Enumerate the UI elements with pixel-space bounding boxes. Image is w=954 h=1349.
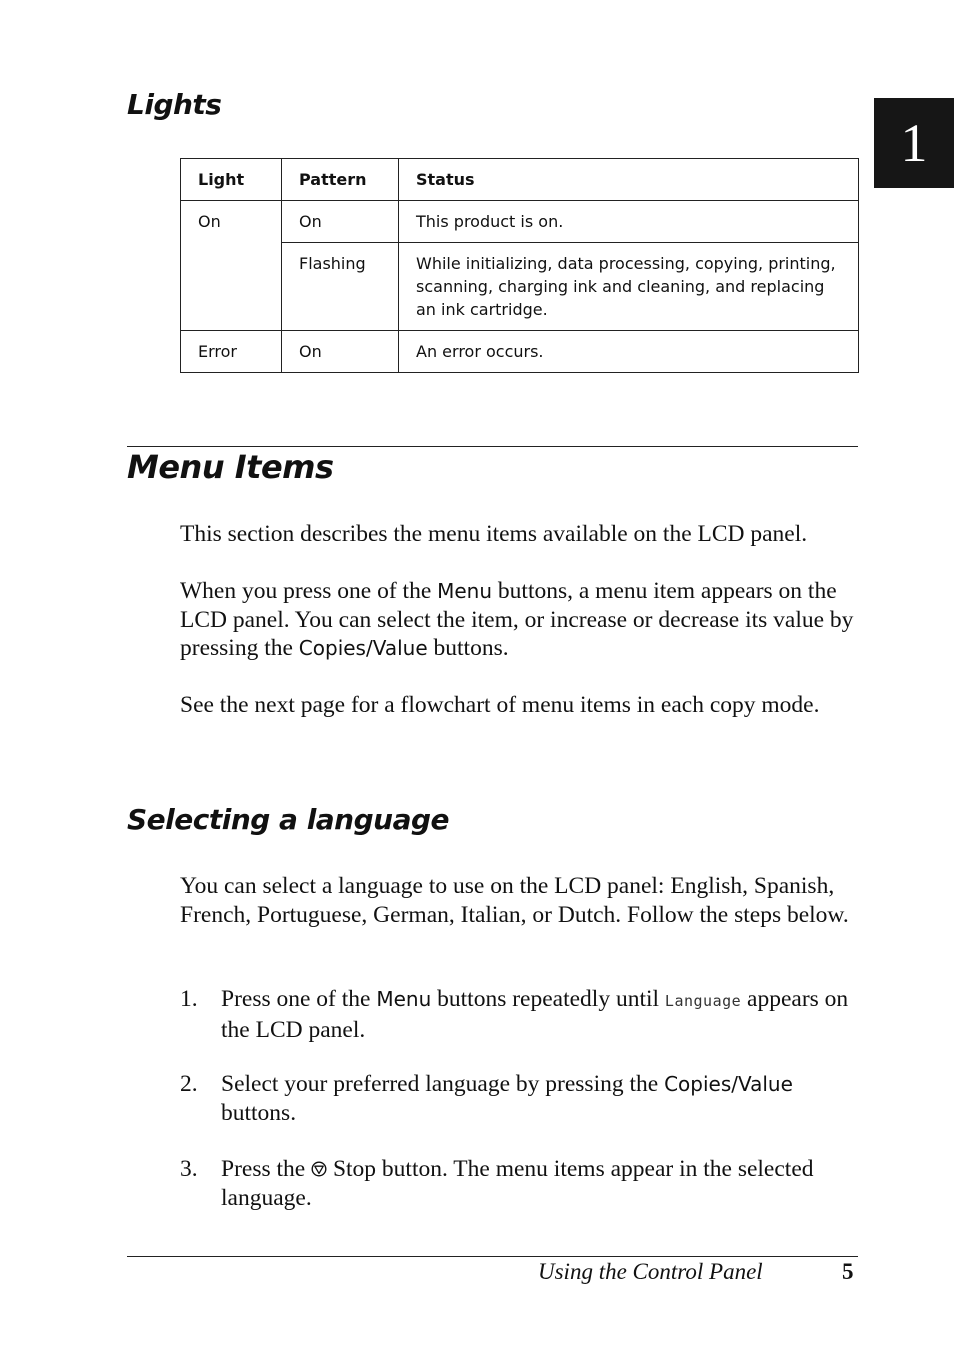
step-text — [221, 985, 861, 1044]
text-run: Press the — [221, 1156, 312, 1182]
table-cell-light: On — [181, 201, 282, 243]
copies-value-button-label: Copies/Value — [664, 1072, 793, 1096]
text-run: buttons, a menu item appears on the LCD panel. You can select the item, or increase or decrease its value by pressing the — [180, 578, 854, 661]
page-number: 5 — [842, 1259, 854, 1284]
text-run: appears on the LCD panel. — [221, 986, 849, 1043]
text-run: Stop button. The menu items appear in the selected language. — [221, 1156, 814, 1211]
table-header-status: Status — [399, 159, 859, 201]
step-number: 2. — [180, 1071, 198, 1097]
selecting-language-heading: Selecting a language — [127, 803, 450, 836]
text-run: Select your preferred language by pressing the — [221, 1071, 665, 1097]
table-header-pattern: Pattern — [282, 159, 399, 201]
table-cell-pattern: On — [282, 201, 399, 243]
menu-items-paragraph-3: See the next page for a flowchart of menu items in each copy mode. — [180, 692, 820, 718]
footer-divider — [127, 1256, 858, 1257]
copies-value-button-label: Copies/Value — [298, 636, 428, 660]
menu-button-label: Menu — [376, 987, 432, 1011]
selecting-language-intro: You can select a language to use on the LCD panel: English, Spanish, French, Portuguese, German, Italian, or Dutch. Follow the steps below. — [180, 873, 849, 928]
table-header-row — [181, 159, 859, 201]
text-run: When you press one of the — [180, 578, 438, 604]
step-number: 1. — [180, 986, 198, 1012]
table-cell-light: Error — [181, 331, 282, 373]
step-text — [221, 1155, 861, 1212]
lcd-text-language: Language — [664, 992, 742, 1010]
menu-items-paragraph-1: This section describes the menu items available on the LCD panel. — [180, 521, 808, 547]
table-row — [181, 331, 859, 373]
table-cell-status: An error occurs. — [399, 331, 859, 373]
chapter-tab: 1 — [874, 98, 954, 188]
table-cell-pattern: On — [282, 331, 399, 373]
menu-items-paragraph-2 — [180, 577, 860, 663]
stop-icon — [311, 1161, 327, 1177]
step-text — [221, 1070, 861, 1127]
lights-heading: Lights — [127, 88, 222, 121]
section-divider — [127, 446, 858, 447]
table-cell-status: While initializing, data processing, copying, printing, scanning, charging ink and cleaning, and replacing an ink cartridge. — [399, 243, 859, 331]
table-row — [181, 243, 859, 331]
lights-table — [180, 158, 859, 373]
table-cell-pattern: Flashing — [282, 243, 399, 331]
table-header-light: Light — [181, 159, 282, 201]
table-cell-status: This product is on. — [399, 201, 859, 243]
text-run: buttons. — [221, 1099, 297, 1126]
menu-button-label: Menu — [437, 579, 493, 603]
text-run: buttons repeatedly until — [431, 986, 665, 1012]
table-row — [181, 201, 859, 243]
footer-title: Using the Control Panel — [538, 1259, 763, 1284]
menu-items-heading: Menu Items — [127, 448, 334, 486]
step-number: 3. — [180, 1156, 198, 1182]
table-cell-light — [181, 243, 282, 331]
text-run: buttons. — [427, 635, 509, 661]
text-run: Press one of the — [221, 986, 377, 1012]
